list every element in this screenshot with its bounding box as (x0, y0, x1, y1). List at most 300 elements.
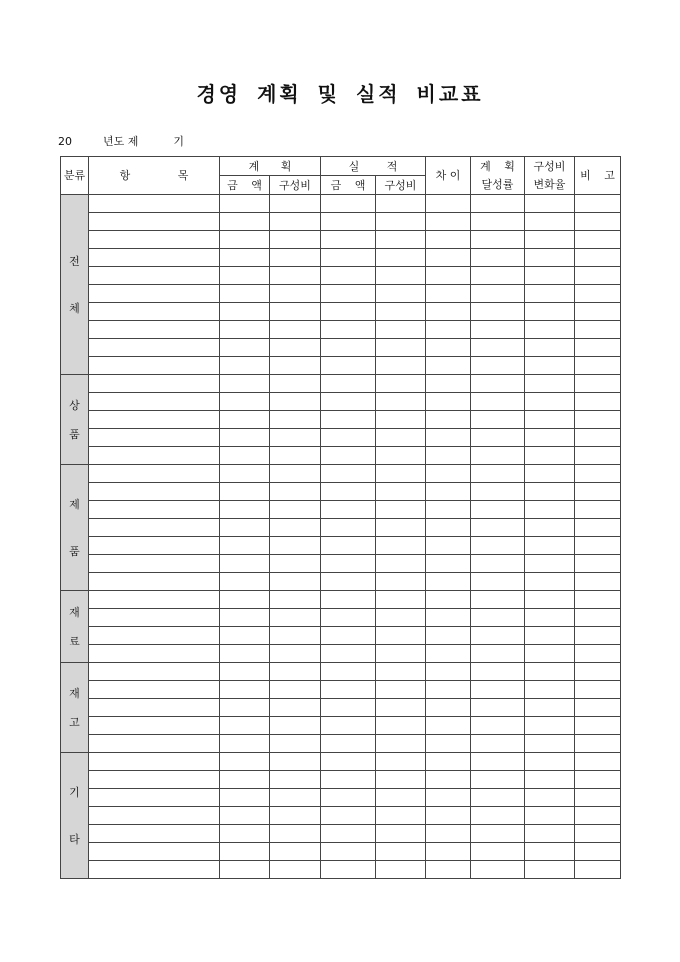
table-cell[interactable] (376, 501, 426, 519)
table-cell[interactable] (426, 447, 471, 465)
table-cell[interactable] (376, 537, 426, 555)
table-cell[interactable] (426, 375, 471, 393)
table-cell[interactable] (321, 393, 376, 411)
table-cell[interactable] (525, 699, 575, 717)
table-cell[interactable] (376, 375, 426, 393)
table-cell[interactable] (89, 303, 220, 321)
table-cell[interactable] (270, 663, 321, 681)
table-cell[interactable] (376, 357, 426, 375)
table-cell[interactable] (220, 735, 270, 753)
table-cell[interactable] (575, 285, 621, 303)
table-cell[interactable] (321, 303, 376, 321)
table-cell[interactable] (220, 231, 270, 249)
table-cell[interactable] (525, 789, 575, 807)
table-cell[interactable] (89, 339, 220, 357)
table-cell[interactable] (471, 303, 525, 321)
table-cell[interactable] (525, 195, 575, 213)
table-cell[interactable] (471, 591, 525, 609)
table-cell[interactable] (471, 699, 525, 717)
table-cell[interactable] (525, 645, 575, 663)
table-cell[interactable] (525, 753, 575, 771)
table-cell[interactable] (321, 843, 376, 861)
table-cell[interactable] (575, 609, 621, 627)
table-cell[interactable] (471, 753, 525, 771)
table-cell[interactable] (321, 861, 376, 879)
table-cell[interactable] (270, 717, 321, 735)
table-cell[interactable] (89, 555, 220, 573)
table-cell[interactable] (321, 231, 376, 249)
table-cell[interactable] (426, 321, 471, 339)
table-cell[interactable] (321, 717, 376, 735)
table-cell[interactable] (321, 321, 376, 339)
table-cell[interactable] (220, 195, 270, 213)
table-cell[interactable] (376, 429, 426, 447)
table-cell[interactable] (89, 231, 220, 249)
table-cell[interactable] (376, 555, 426, 573)
table-cell[interactable] (471, 663, 525, 681)
table-cell[interactable] (270, 681, 321, 699)
table-cell[interactable] (89, 465, 220, 483)
table-cell[interactable] (426, 285, 471, 303)
table-cell[interactable] (89, 609, 220, 627)
table-cell[interactable] (376, 483, 426, 501)
table-cell[interactable] (89, 375, 220, 393)
table-cell[interactable] (321, 519, 376, 537)
table-cell[interactable] (426, 267, 471, 285)
table-cell[interactable] (89, 591, 220, 609)
table-cell[interactable] (426, 735, 471, 753)
table-cell[interactable] (376, 699, 426, 717)
table-cell[interactable] (321, 807, 376, 825)
table-cell[interactable] (525, 267, 575, 285)
table-cell[interactable] (575, 303, 621, 321)
table-cell[interactable] (471, 645, 525, 663)
table-cell[interactable] (471, 393, 525, 411)
table-cell[interactable] (270, 573, 321, 591)
table-cell[interactable] (575, 591, 621, 609)
table-cell[interactable] (525, 465, 575, 483)
table-cell[interactable] (220, 555, 270, 573)
table-cell[interactable] (270, 339, 321, 357)
table-cell[interactable] (220, 591, 270, 609)
table-cell[interactable] (220, 321, 270, 339)
table-cell[interactable] (426, 825, 471, 843)
table-cell[interactable] (471, 843, 525, 861)
table-cell[interactable] (426, 807, 471, 825)
table-cell[interactable] (89, 735, 220, 753)
table-cell[interactable] (525, 429, 575, 447)
table-cell[interactable] (321, 681, 376, 699)
table-cell[interactable] (89, 393, 220, 411)
table-cell[interactable] (376, 663, 426, 681)
table-cell[interactable] (376, 645, 426, 663)
table-cell[interactable] (321, 213, 376, 231)
table-cell[interactable] (321, 753, 376, 771)
table-cell[interactable] (426, 789, 471, 807)
table-cell[interactable] (376, 789, 426, 807)
table-cell[interactable] (471, 375, 525, 393)
table-cell[interactable] (220, 537, 270, 555)
table-cell[interactable] (376, 249, 426, 267)
table-cell[interactable] (220, 699, 270, 717)
table-cell[interactable] (426, 609, 471, 627)
table-cell[interactable] (575, 357, 621, 375)
table-cell[interactable] (471, 501, 525, 519)
table-cell[interactable] (270, 843, 321, 861)
table-cell[interactable] (220, 411, 270, 429)
table-cell[interactable] (575, 573, 621, 591)
table-cell[interactable] (220, 645, 270, 663)
table-cell[interactable] (89, 267, 220, 285)
table-cell[interactable] (270, 267, 321, 285)
table-cell[interactable] (575, 429, 621, 447)
table-cell[interactable] (471, 231, 525, 249)
table-cell[interactable] (525, 393, 575, 411)
table-cell[interactable] (376, 465, 426, 483)
table-cell[interactable] (575, 555, 621, 573)
table-cell[interactable] (471, 195, 525, 213)
table-cell[interactable] (270, 627, 321, 645)
table-cell[interactable] (270, 447, 321, 465)
table-cell[interactable] (220, 609, 270, 627)
table-cell[interactable] (471, 429, 525, 447)
table-cell[interactable] (575, 861, 621, 879)
table-cell[interactable] (220, 573, 270, 591)
table-cell[interactable] (376, 339, 426, 357)
table-cell[interactable] (220, 285, 270, 303)
table-cell[interactable] (376, 447, 426, 465)
table-cell[interactable] (376, 753, 426, 771)
table-cell[interactable] (575, 735, 621, 753)
table-cell[interactable] (471, 609, 525, 627)
table-cell[interactable] (321, 609, 376, 627)
table-cell[interactable] (321, 699, 376, 717)
table-cell[interactable] (575, 393, 621, 411)
table-cell[interactable] (575, 375, 621, 393)
table-cell[interactable] (471, 321, 525, 339)
table-cell[interactable] (525, 519, 575, 537)
table-cell[interactable] (426, 429, 471, 447)
table-cell[interactable] (376, 267, 426, 285)
table-cell[interactable] (220, 663, 270, 681)
table-cell[interactable] (89, 249, 220, 267)
table-cell[interactable] (575, 501, 621, 519)
table-cell[interactable] (471, 465, 525, 483)
table-cell[interactable] (220, 357, 270, 375)
table-cell[interactable] (220, 681, 270, 699)
table-cell[interactable] (575, 483, 621, 501)
table-cell[interactable] (575, 753, 621, 771)
table-cell[interactable] (220, 375, 270, 393)
table-cell[interactable] (270, 357, 321, 375)
table-cell[interactable] (575, 213, 621, 231)
table-cell[interactable] (321, 195, 376, 213)
table-cell[interactable] (426, 645, 471, 663)
table-cell[interactable] (220, 267, 270, 285)
table-cell[interactable] (321, 825, 376, 843)
table-cell[interactable] (270, 609, 321, 627)
table-cell[interactable] (89, 213, 220, 231)
table-cell[interactable] (270, 411, 321, 429)
table-cell[interactable] (220, 807, 270, 825)
table-cell[interactable] (376, 609, 426, 627)
table-cell[interactable] (426, 663, 471, 681)
table-cell[interactable] (270, 483, 321, 501)
table-cell[interactable] (525, 771, 575, 789)
table-cell[interactable] (220, 501, 270, 519)
table-cell[interactable] (321, 663, 376, 681)
table-cell[interactable] (270, 465, 321, 483)
table-cell[interactable] (426, 465, 471, 483)
table-cell[interactable] (426, 483, 471, 501)
table-cell[interactable] (575, 195, 621, 213)
table-cell[interactable] (270, 753, 321, 771)
table-cell[interactable] (426, 303, 471, 321)
table-cell[interactable] (525, 555, 575, 573)
table-cell[interactable] (376, 573, 426, 591)
table-cell[interactable] (321, 591, 376, 609)
table-cell[interactable] (270, 501, 321, 519)
table-cell[interactable] (575, 663, 621, 681)
table-cell[interactable] (426, 771, 471, 789)
table-cell[interactable] (471, 519, 525, 537)
table-cell[interactable] (376, 393, 426, 411)
table-cell[interactable] (270, 375, 321, 393)
table-cell[interactable] (575, 447, 621, 465)
table-cell[interactable] (471, 681, 525, 699)
table-cell[interactable] (89, 681, 220, 699)
table-cell[interactable] (525, 339, 575, 357)
table-cell[interactable] (321, 357, 376, 375)
table-cell[interactable] (376, 321, 426, 339)
table-cell[interactable] (89, 717, 220, 735)
table-cell[interactable] (575, 519, 621, 537)
table-cell[interactable] (575, 537, 621, 555)
table-cell[interactable] (471, 483, 525, 501)
table-cell[interactable] (321, 249, 376, 267)
table-cell[interactable] (321, 735, 376, 753)
table-cell[interactable] (575, 627, 621, 645)
table-cell[interactable] (575, 249, 621, 267)
table-cell[interactable] (321, 429, 376, 447)
table-cell[interactable] (575, 321, 621, 339)
table-cell[interactable] (376, 591, 426, 609)
table-cell[interactable] (471, 573, 525, 591)
table-cell[interactable] (426, 195, 471, 213)
table-cell[interactable] (575, 807, 621, 825)
table-cell[interactable] (376, 213, 426, 231)
table-cell[interactable] (220, 483, 270, 501)
table-cell[interactable] (525, 609, 575, 627)
table-cell[interactable] (575, 717, 621, 735)
table-cell[interactable] (270, 429, 321, 447)
table-cell[interactable] (525, 591, 575, 609)
table-cell[interactable] (471, 447, 525, 465)
table-cell[interactable] (376, 285, 426, 303)
table-cell[interactable] (525, 303, 575, 321)
table-cell[interactable] (270, 555, 321, 573)
table-cell[interactable] (270, 699, 321, 717)
table-cell[interactable] (376, 861, 426, 879)
table-cell[interactable] (376, 519, 426, 537)
table-cell[interactable] (426, 627, 471, 645)
table-cell[interactable] (270, 195, 321, 213)
table-cell[interactable] (270, 321, 321, 339)
table-cell[interactable] (321, 411, 376, 429)
table-cell[interactable] (525, 357, 575, 375)
table-cell[interactable] (575, 339, 621, 357)
table-cell[interactable] (376, 717, 426, 735)
table-cell[interactable] (220, 213, 270, 231)
table-cell[interactable] (89, 753, 220, 771)
table-cell[interactable] (220, 393, 270, 411)
table-cell[interactable] (89, 501, 220, 519)
table-cell[interactable] (525, 231, 575, 249)
table-cell[interactable] (525, 573, 575, 591)
table-cell[interactable] (220, 717, 270, 735)
table-cell[interactable] (220, 825, 270, 843)
table-cell[interactable] (89, 411, 220, 429)
table-cell[interactable] (89, 519, 220, 537)
table-cell[interactable] (89, 195, 220, 213)
table-cell[interactable] (321, 537, 376, 555)
table-cell[interactable] (575, 411, 621, 429)
table-cell[interactable] (525, 627, 575, 645)
table-cell[interactable] (525, 717, 575, 735)
table-cell[interactable] (270, 231, 321, 249)
table-cell[interactable] (89, 537, 220, 555)
table-cell[interactable] (321, 447, 376, 465)
table-cell[interactable] (89, 825, 220, 843)
table-cell[interactable] (471, 249, 525, 267)
table-cell[interactable] (270, 213, 321, 231)
table-cell[interactable] (525, 825, 575, 843)
table-cell[interactable] (270, 645, 321, 663)
table-cell[interactable] (220, 861, 270, 879)
table-cell[interactable] (321, 483, 376, 501)
table-cell[interactable] (471, 357, 525, 375)
table-cell[interactable] (376, 627, 426, 645)
table-cell[interactable] (575, 645, 621, 663)
table-cell[interactable] (270, 591, 321, 609)
table-cell[interactable] (471, 807, 525, 825)
table-cell[interactable] (220, 843, 270, 861)
table-cell[interactable] (89, 357, 220, 375)
table-cell[interactable] (89, 663, 220, 681)
table-cell[interactable] (426, 681, 471, 699)
table-cell[interactable] (575, 231, 621, 249)
table-cell[interactable] (270, 537, 321, 555)
table-cell[interactable] (471, 537, 525, 555)
table-cell[interactable] (376, 303, 426, 321)
table-cell[interactable] (89, 321, 220, 339)
table-cell[interactable] (575, 699, 621, 717)
table-cell[interactable] (270, 735, 321, 753)
table-cell[interactable] (426, 861, 471, 879)
table-cell[interactable] (426, 357, 471, 375)
table-cell[interactable] (89, 429, 220, 447)
table-cell[interactable] (220, 465, 270, 483)
table-cell[interactable] (89, 447, 220, 465)
table-cell[interactable] (376, 195, 426, 213)
table-cell[interactable] (525, 321, 575, 339)
table-cell[interactable] (426, 843, 471, 861)
table-cell[interactable] (525, 843, 575, 861)
table-cell[interactable] (426, 249, 471, 267)
table-cell[interactable] (426, 393, 471, 411)
table-cell[interactable] (321, 627, 376, 645)
table-cell[interactable] (89, 573, 220, 591)
table-cell[interactable] (525, 447, 575, 465)
table-cell[interactable] (575, 681, 621, 699)
table-cell[interactable] (426, 339, 471, 357)
table-cell[interactable] (426, 411, 471, 429)
table-cell[interactable] (575, 825, 621, 843)
table-cell[interactable] (525, 735, 575, 753)
table-cell[interactable] (471, 411, 525, 429)
table-cell[interactable] (321, 501, 376, 519)
table-cell[interactable] (89, 843, 220, 861)
table-cell[interactable] (525, 285, 575, 303)
table-cell[interactable] (471, 267, 525, 285)
table-cell[interactable] (270, 249, 321, 267)
table-cell[interactable] (471, 771, 525, 789)
table-cell[interactable] (321, 339, 376, 357)
table-cell[interactable] (220, 627, 270, 645)
table-cell[interactable] (220, 303, 270, 321)
table-cell[interactable] (471, 213, 525, 231)
table-cell[interactable] (426, 501, 471, 519)
table-cell[interactable] (270, 861, 321, 879)
table-cell[interactable] (471, 285, 525, 303)
table-cell[interactable] (321, 789, 376, 807)
table-cell[interactable] (376, 843, 426, 861)
table-cell[interactable] (321, 285, 376, 303)
table-cell[interactable] (321, 771, 376, 789)
table-cell[interactable] (321, 645, 376, 663)
table-cell[interactable] (471, 825, 525, 843)
table-cell[interactable] (525, 501, 575, 519)
table-cell[interactable] (220, 447, 270, 465)
table-cell[interactable] (525, 483, 575, 501)
table-cell[interactable] (471, 789, 525, 807)
table-cell[interactable] (220, 771, 270, 789)
table-cell[interactable] (89, 699, 220, 717)
table-cell[interactable] (220, 789, 270, 807)
table-cell[interactable] (376, 681, 426, 699)
table-cell[interactable] (270, 771, 321, 789)
table-cell[interactable] (471, 627, 525, 645)
table-cell[interactable] (376, 825, 426, 843)
table-cell[interactable] (575, 465, 621, 483)
table-cell[interactable] (525, 411, 575, 429)
table-cell[interactable] (270, 807, 321, 825)
table-cell[interactable] (376, 771, 426, 789)
table-cell[interactable] (471, 555, 525, 573)
table-cell[interactable] (525, 807, 575, 825)
table-cell[interactable] (220, 249, 270, 267)
table-cell[interactable] (525, 249, 575, 267)
table-cell[interactable] (321, 465, 376, 483)
table-cell[interactable] (575, 267, 621, 285)
table-cell[interactable] (321, 573, 376, 591)
table-cell[interactable] (376, 807, 426, 825)
table-cell[interactable] (426, 591, 471, 609)
table-cell[interactable] (270, 303, 321, 321)
table-cell[interactable] (525, 681, 575, 699)
table-cell[interactable] (376, 735, 426, 753)
table-cell[interactable] (220, 339, 270, 357)
